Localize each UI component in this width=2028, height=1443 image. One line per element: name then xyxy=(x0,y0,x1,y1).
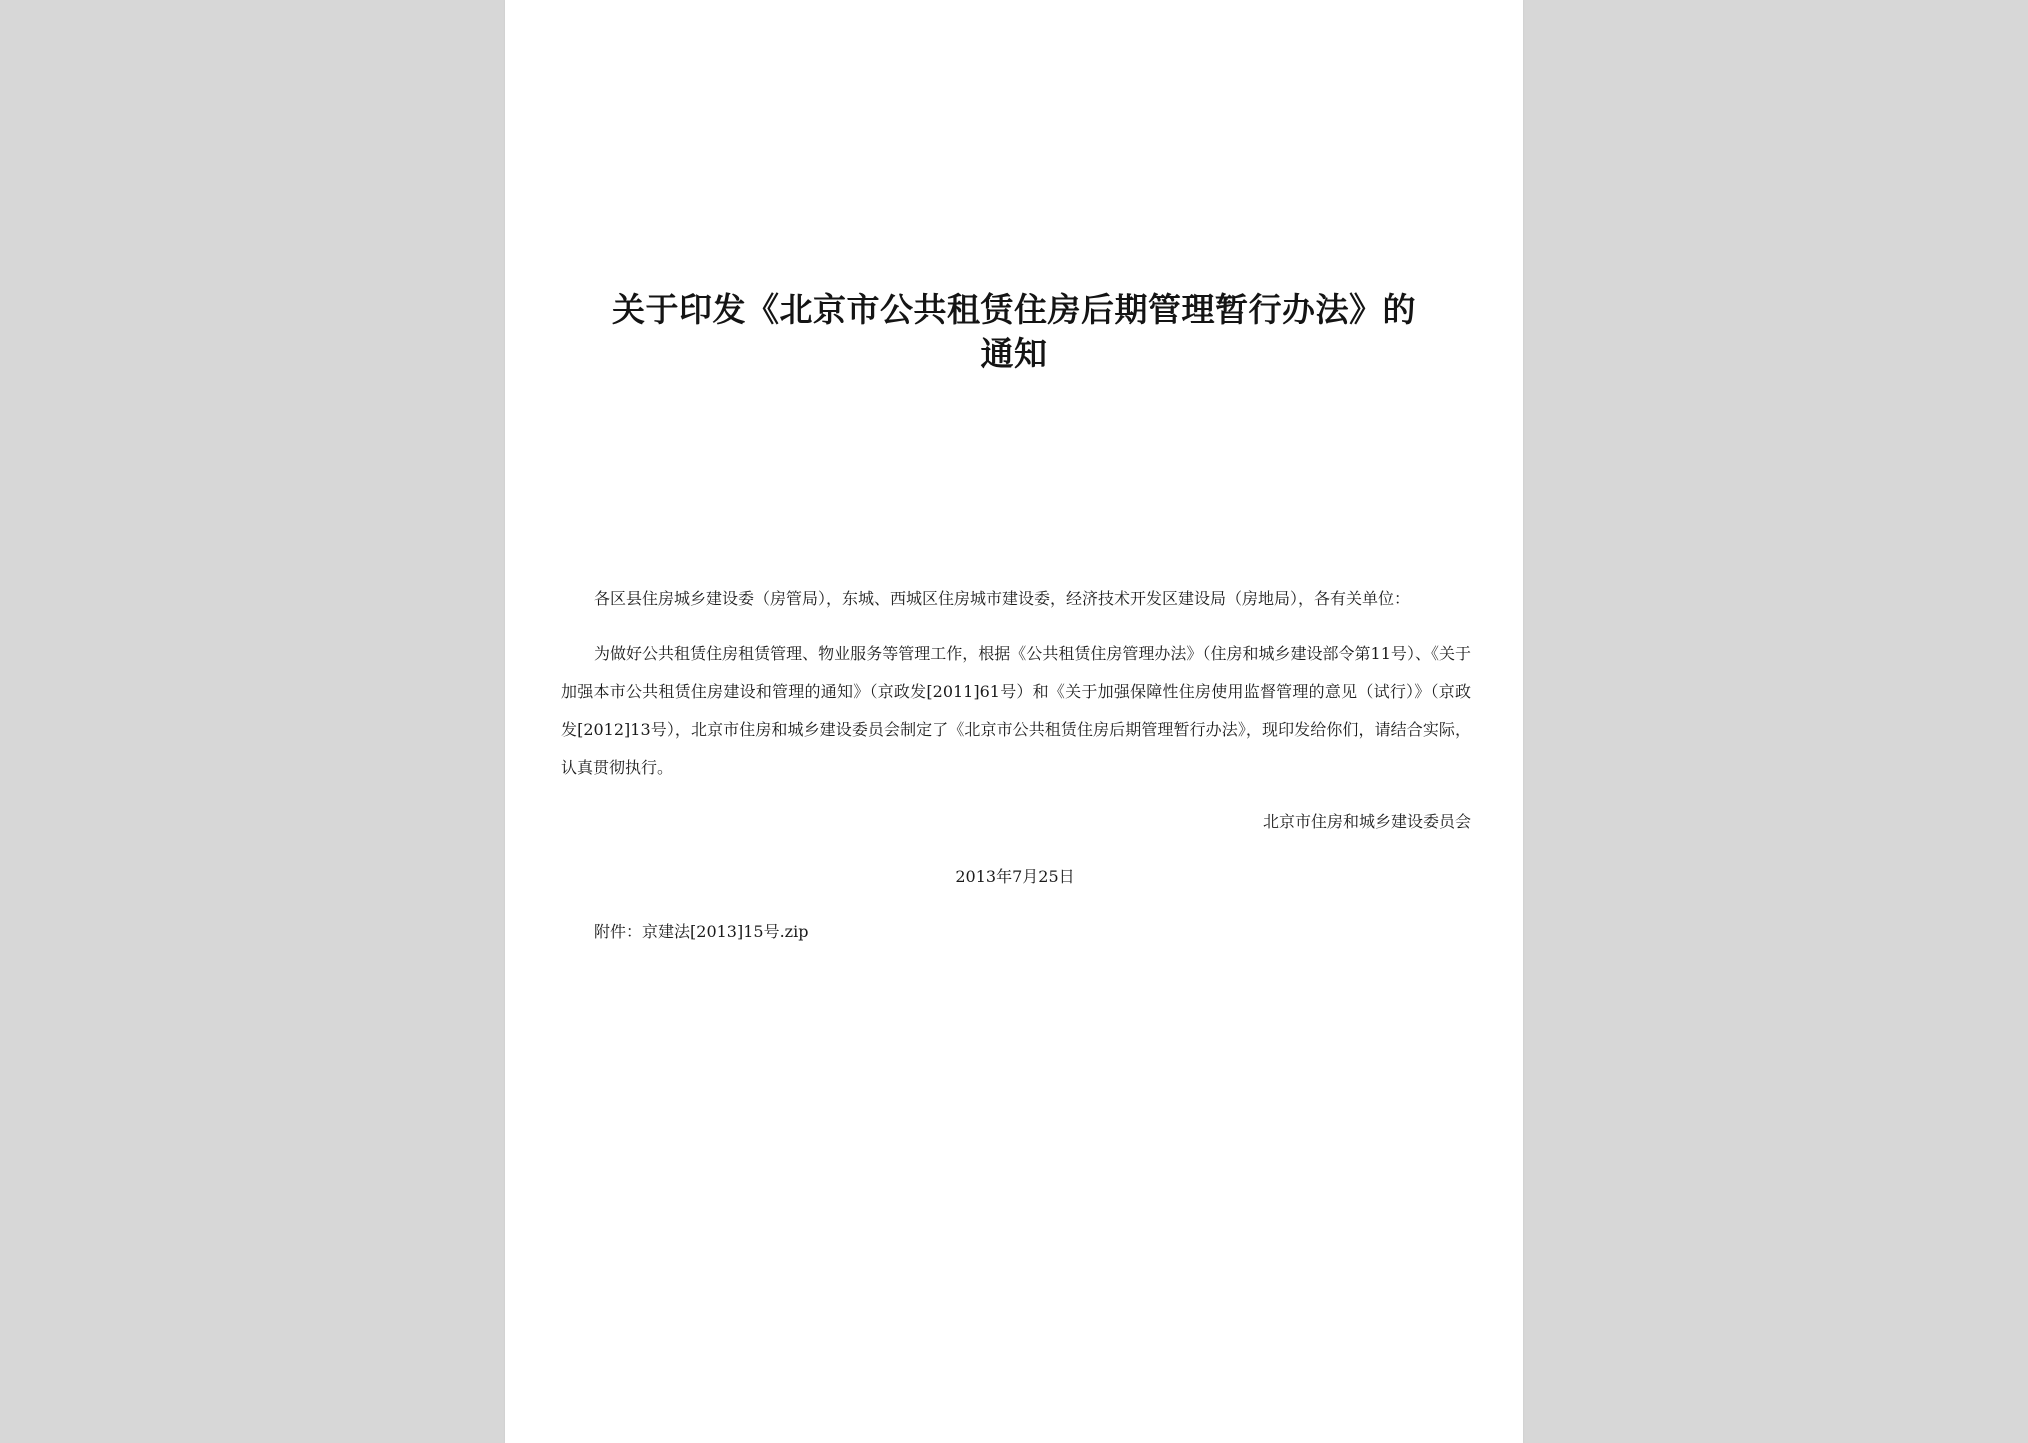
document-title xyxy=(555,288,1473,376)
document-page xyxy=(505,0,1523,1443)
document-title-line-2: 通知 xyxy=(980,334,1048,373)
document-title-line-1: 关于印发《北京市公共租赁住房后期管理暂行办法》的 xyxy=(612,290,1416,329)
salutation: 各区县住房城乡建设委（房管局），东城、西城区住房城市建设委，经济技术开发区建设局（房地局），各有关单位： xyxy=(594,589,1411,608)
attachment-file-link[interactable]: 京建法[2013]15号.zip xyxy=(642,922,809,941)
attachment-label: 附件： xyxy=(594,922,643,941)
issue-date: 2013年7月25日 xyxy=(955,867,1075,886)
issuer-signature: 北京市住房和城乡建设委员会 xyxy=(1262,812,1471,831)
attachment-line xyxy=(594,917,1094,947)
body-paragraph: 为做好公共租赁住房租赁管理、物业服务等管理工作，根据《公共租赁住房管理办法》（住房和城乡建设部令第11号）、《关于加强本市公共租赁住房建设和管理的通知》（京政发[2011]61号）和《关于加强保障性住房使用监督管理的意见（试行）》（京政发[2012]13号），北京市住房和城乡建设委员会制定了《北京市公共租赁住房后期管理暂行办法》，现印发给你们，请结合实际，认真贯彻执行。 xyxy=(561,644,1471,777)
